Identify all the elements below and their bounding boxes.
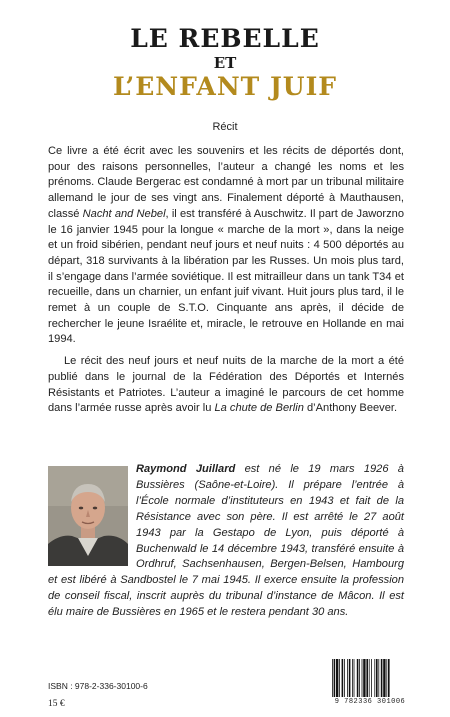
blurb: [48, 144, 404, 417]
blurb-paragraph-2: [48, 354, 404, 417]
title-line-3: L’ENFANT JUIF: [112, 72, 338, 101]
genre-subtitle: Récit: [212, 121, 238, 133]
price: 15 €: [48, 699, 65, 709]
author-bio: [48, 462, 404, 621]
title-line-2: ET: [213, 54, 237, 72]
blurb-book-reference: La chute de Berlin: [214, 402, 304, 415]
barcode-number: 9 782336 301006: [334, 698, 406, 706]
book-title: [0, 24, 450, 102]
author-name: Raymond Juillard: [136, 463, 236, 475]
blurb-text: Le récit des neuf jours et neuf nuits de la marche de la mort a été publié dans le journal de la Fédération des Déportés et Internés Résistants et Patriotes. L’auteur a imaginé le parcours de cet homme dans l’armée russe après avoir lu: [48, 355, 404, 415]
blurb-text: d’Anthony Beever.: [303, 402, 398, 415]
blurb-text: , il est transféré à Auschwitz. Il part de Jaworzno le 16 janvier 1945 pour la longue « marche de la mort », dans la neige et un froid sibérien, pendant neuf jours et neuf nuits : 4 500 déportés au départ, 318 survivants à la libération par les Russes. Un mois plus tard, il s’engage dans l’armée soviétique. Il est mitrailleur dans un tank T34 et recueille, dans un charnier, un enfant juif vivant. Huit jours plus tard, il le remet à un couple de S.T.O. Cinquante ans après, il décide de rechercher le jeune Israélite et, miracle, le retrouve en Hollande en mai 1994.: [48, 207, 405, 346]
author-bio-text: est né le 19 mars 1926 à Bussières (Saône-et-Loire). Il prépare l’entrée à l’École normale d’instituteurs en 1943 et fait de la Résistance avec son père. Il est arrêté le 27 août 1943 par la Gestapo de Lyon, puis déporté à Buchenwald le 14 décembre 1943, transféré ensuite à Ordhruf, Sachsenhausen, Bergen-Belsen, Hambourg et est libéré à Sandbostel le 7 mai 1945. Il exerce ensuite la profession de conseil fiscal, inscrit auprès du tribunal d’instance de Mâcon. Il est élu maire de Bussières en 1965 et le restera pendant 30 ans.: [48, 463, 404, 619]
blurb-paragraph-1: [48, 144, 404, 348]
blurb-text: Ce livre a été écrit avec les souvenirs et les récits de déportés dont, pour des raisons personnelles, l’auteur a changé les noms et les prénoms. Claude Bergerac est condamné à mort par un tribunal militaire allemand le jour de ses vingt ans. Finalement déporté à Mauthausen, classé: [48, 145, 404, 220]
isbn: ISBN : 978-2-336-30100-6: [48, 681, 148, 691]
blurb-italic-term: Nacht and Nebel: [82, 207, 166, 220]
title-line-1: LE REBELLE: [130, 24, 320, 53]
